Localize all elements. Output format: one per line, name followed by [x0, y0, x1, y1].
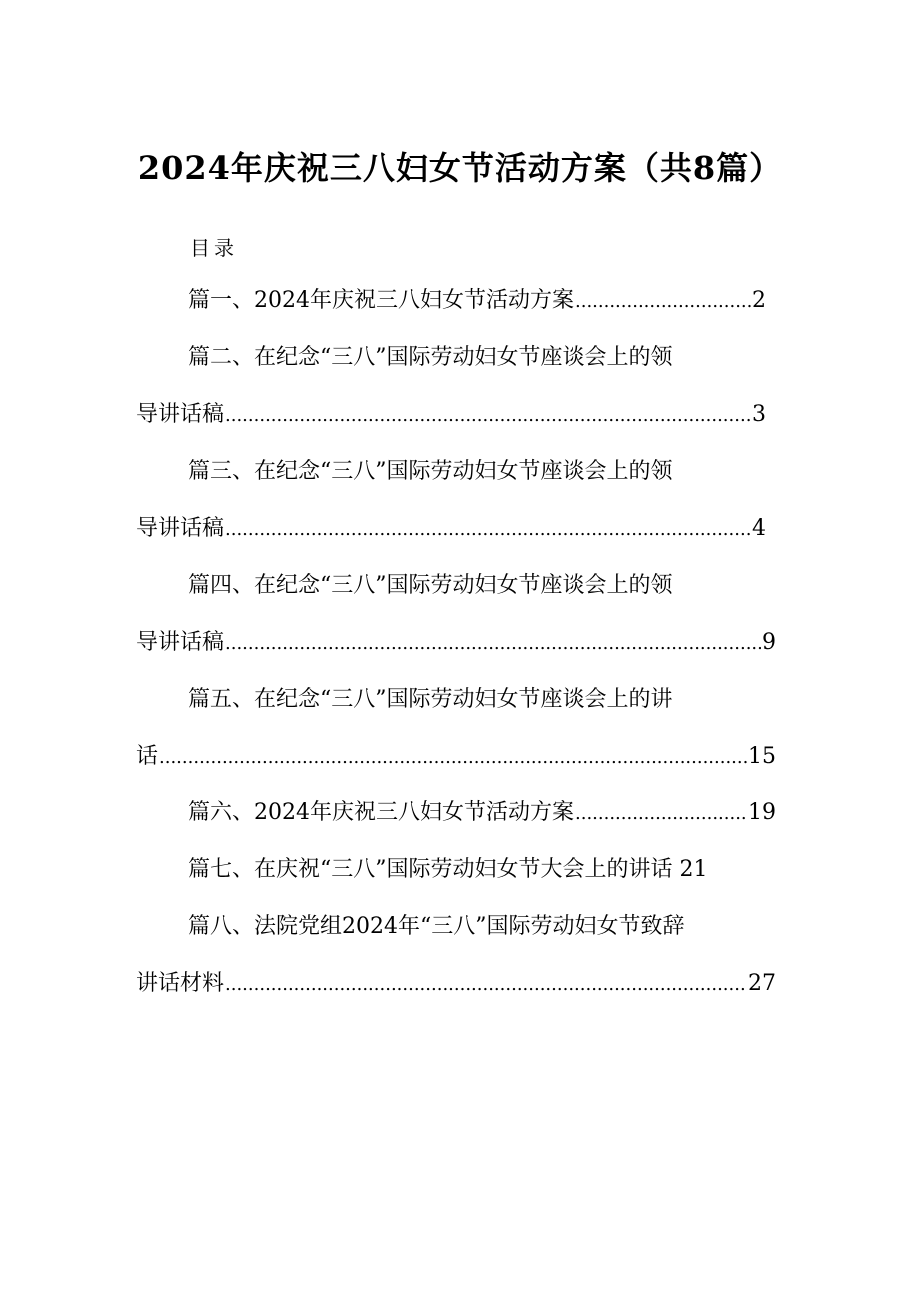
- toc-entry-title: 篇一、2024年庆祝三八妇女节活动方案: [188, 288, 574, 313]
- toc-entry-title: 导讲话稿: [136, 516, 225, 541]
- toc-page-number: 27: [748, 971, 776, 996]
- toc-entry-5-line-2[interactable]: [136, 742, 776, 773]
- toc-page-number: 21: [679, 857, 708, 882]
- toc-entry-title: 篇七、在庆祝“三八”国际劳动妇女节大会上的讲话: [188, 857, 673, 882]
- toc-page-number: 19: [748, 800, 776, 825]
- toc-leader-dots: [159, 743, 747, 773]
- toc-entry-3-line-2[interactable]: [136, 514, 766, 545]
- toc-entry-title: 讲话材料: [136, 971, 225, 996]
- toc-entry-6[interactable]: [188, 798, 776, 829]
- toc-entry-8-line-1[interactable]: 篇八、法院党组2024年“三八”国际劳动妇女节致辞: [188, 914, 685, 939]
- toc-leader-dots: [225, 629, 761, 659]
- toc-leader-dots: [575, 287, 751, 317]
- toc-entry-title: 导讲话稿: [136, 630, 225, 655]
- toc-entry-title: 篇六、2024年庆祝三八妇女节活动方案: [188, 800, 574, 825]
- toc-entry-5-line-1[interactable]: 篇五、在纪念“三八”国际劳动妇女节座谈会上的讲: [188, 687, 673, 712]
- toc-entry-1[interactable]: [188, 286, 766, 317]
- toc-page-number: 4: [752, 516, 766, 541]
- toc-leader-dots: [225, 401, 751, 431]
- toc-page-number: 9: [762, 630, 776, 655]
- toc-entry-4-line-2[interactable]: [136, 628, 776, 659]
- toc-page-number: 2: [752, 288, 766, 313]
- toc-entry-7[interactable]: [188, 855, 708, 885]
- toc-entry-2-line-1[interactable]: 篇二、在纪念“三八”国际劳动妇女节座谈会上的领: [188, 345, 673, 370]
- toc-entry-title: 导讲话稿: [136, 402, 225, 427]
- toc-entry-8-line-2[interactable]: [136, 969, 776, 1000]
- toc-entry-title: 话: [136, 744, 159, 769]
- toc-entry-4-line-1[interactable]: 篇四、在纪念“三八”国际劳动妇女节座谈会上的领: [188, 573, 673, 598]
- toc-leader-dots: [225, 515, 751, 545]
- toc-leader-dots: [225, 970, 747, 1000]
- toc-page-number: 3: [752, 402, 766, 427]
- toc-leader-dots: [575, 799, 747, 829]
- toc-page-number: 15: [748, 744, 776, 769]
- document-title: 2024年庆祝三八妇女节活动方案（共8篇）: [137, 149, 783, 187]
- toc-entry-3-line-1[interactable]: 篇三、在纪念“三八”国际劳动妇女节座谈会上的领: [188, 459, 673, 484]
- toc-heading: 目录: [190, 236, 238, 260]
- toc-entry-2-line-2[interactable]: [136, 400, 766, 431]
